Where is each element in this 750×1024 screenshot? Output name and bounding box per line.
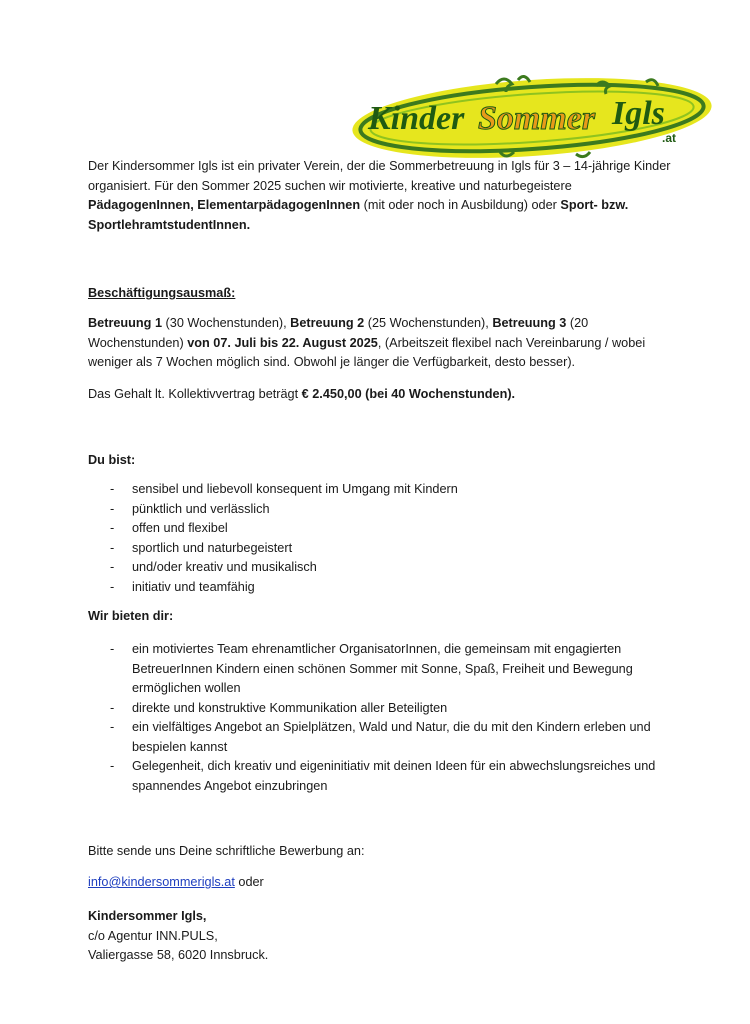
- address-line: c/o Agentur INN.PULS,: [88, 928, 218, 943]
- email-line: info@kindersommerigls.at oder: [88, 875, 264, 889]
- address-line: Valiergasse 58, 6020 Innsbruck.: [88, 948, 269, 962]
- kindersommer-logo: [346, 72, 718, 164]
- list-item: - und/oder kreativ und musikalisch: [88, 558, 678, 578]
- application-prompt: Bitte sende uns Deine schriftliche Bewerbung an:: [88, 844, 365, 858]
- employment-paragraph: Betreuung 1 (30 Wochenstunden), Betreuung 2 (25 Wochenstunden), Betreuung 3 (20 Wochenstunden) von 07. Juli bis 22. August 2025, (Arbeitszeit flexibel nach Vereinbarung / wobei weniger als 7 Wochen möglich sind. Obwohl je länger die Verfügbarkeit, desto besser).: [88, 316, 646, 369]
- wir-bieten-heading: Wir bieten dir:: [88, 609, 174, 623]
- wir-bieten-list: [88, 640, 688, 796]
- list-item: - ein motiviertes Team ehrenamtlicher OrganisatorInnen, die gemeinsam mit engagierten BetreuerInnen Kindern einen schönen Sommer mit Sonne, Spaß, Freiheit und Bewegung ermöglichen wollen: [88, 640, 688, 699]
- list-item: - offen und flexibel: [88, 519, 678, 539]
- list-item: - Gelegenheit, dich kreativ und eigeninitiativ mit deinen Ideen für ein abwechslungsreiches und spannendes Angebot einzubringen: [88, 757, 688, 796]
- du-bist-heading: Du bist:: [88, 453, 136, 467]
- svg-text:Igls: Igls: [612, 95, 665, 132]
- du-bist-list: [88, 480, 678, 597]
- svg-text:.at: .at: [662, 131, 677, 145]
- address-block: [88, 907, 678, 966]
- list-item: - initiativ und teamfähig: [88, 578, 678, 598]
- org-name: Kindersommer Igls,: [88, 909, 207, 923]
- list-item: - sportlich und naturbegeistert: [88, 539, 678, 559]
- svg-text:Kinder: Kinder: [368, 100, 465, 137]
- salary-line: Das Gehalt lt. Kollektivvertrag beträgt € 2.450,00 (bei 40 Wochenstunden).: [88, 387, 516, 401]
- list-item: - pünktlich und verlässlich: [88, 500, 678, 520]
- email-link[interactable]: info@kindersommerigls.at: [88, 875, 235, 889]
- list-item: - direkte und konstruktive Kommunikation aller Beteiligten: [88, 699, 688, 719]
- list-item: - ein vielfältiges Angebot an Spielplätzen, Wald und Natur, die du mit den Kindern erleben und bespielen kannst: [88, 718, 688, 757]
- employment-heading: Beschäftigungsausmaß:: [88, 286, 236, 300]
- svg-text:Sommer: Sommer: [478, 100, 596, 137]
- intro-paragraph: Der Kindersommer Igls ist ein privater Verein, der die Sommerbetreuung in Igls für 3 – 14-jährige Kinder organisiert. Für den Sommer 2025 suchen wir motivierte, kreative und naturbegeistere PädagogenInnen, ElementarpädagogenInnen (mit oder noch in Ausbildung) oder Sport- bzw. SportlehramtstudentInnen.: [88, 159, 671, 232]
- list-item: - sensibel und liebevoll konsequent im Umgang mit Kindern: [88, 480, 678, 500]
